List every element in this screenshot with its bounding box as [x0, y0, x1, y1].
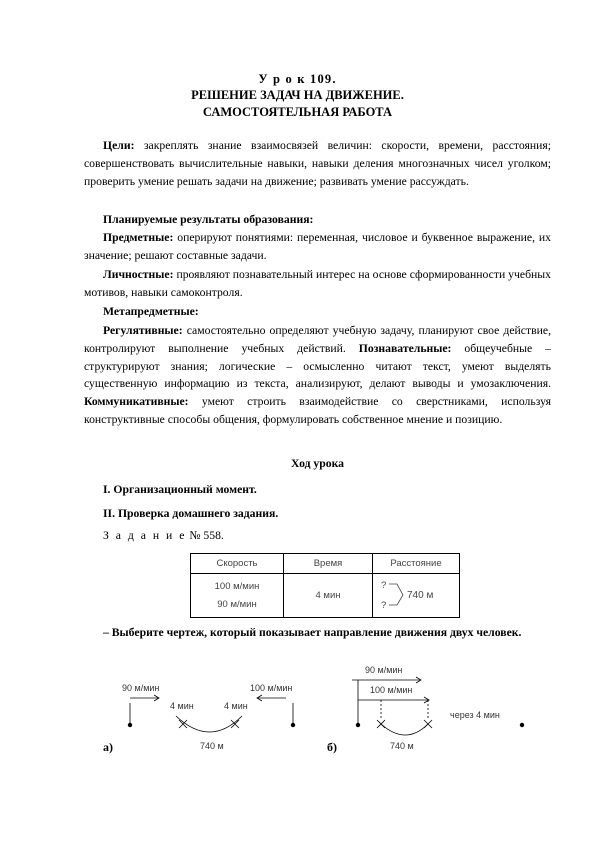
a-time-left: 4 мин: [170, 701, 194, 711]
distance-cell: [373, 574, 460, 618]
regulative-paragraph: [84, 322, 551, 429]
subject-text: оперируют понятиями: переменная, числовое и буквенное выражение, их значение; решают составные задачи.: [84, 231, 551, 262]
a-meeting-arc: [176, 716, 242, 732]
planned-heading-text: Планируемые результаты образования:: [103, 213, 314, 226]
lesson-number: У р о к 109.: [258, 72, 337, 86]
diagrams: [90, 658, 550, 768]
question-text: – Выберите чертеж, который показывает направление движения двух человек.: [103, 626, 522, 639]
a-speed-left: 90 м/мин: [122, 683, 160, 693]
subject-paragraph: [84, 229, 551, 265]
total-distance: 740 м: [407, 590, 434, 601]
goals-text: закреплять знание взаимосвязей величин: скорости, времени, расстояния; совершенствовать вычислительные навыки, навыки деления многозначных чисел уголком; проверить умение решать задачи на движение; развивать умение рассуждать.: [84, 139, 551, 188]
stage-1: I. Организационный момент.: [103, 483, 257, 496]
distance-2: ?: [381, 600, 387, 611]
stage-2: II. Проверка домашнего задания.: [103, 507, 279, 520]
communicative-text: умеют строить взаимодействие со сверстниками, используя конструктивные способы общения, формулировать собственное мнение и позицию.: [84, 395, 551, 426]
question: [84, 624, 551, 642]
b-meeting-arc: [381, 724, 428, 735]
communicative-label: Коммуникативные:: [84, 395, 189, 409]
personal-label: Личностные:: [103, 268, 174, 281]
meta-heading: [84, 303, 551, 321]
task-number: № 558.: [186, 529, 224, 542]
distance-brace-svg: [373, 574, 459, 614]
b-speed-bottom: 100 м/мин: [370, 685, 413, 695]
header-speed: Скорость: [191, 554, 284, 574]
goals-label: Цели:: [103, 139, 135, 152]
speed-2: 90 м/мин: [217, 598, 257, 610]
a-distance: 740 м: [200, 741, 224, 751]
diagram-b-label: б): [327, 740, 337, 754]
a-right-dot: [291, 723, 295, 727]
course-heading: Ход урока: [290, 457, 344, 470]
b-after: через 4 мин: [450, 710, 500, 720]
b-distance: 740 м: [390, 741, 414, 751]
a-time-right: 4 мин: [224, 701, 248, 711]
brace-icon: [389, 584, 403, 605]
b-far-dot: [520, 723, 524, 727]
task-table: [190, 553, 460, 618]
b-left-dot: [356, 723, 360, 727]
a-speed-right: 100 м/мин: [250, 683, 293, 693]
header-distance: Расстояние: [373, 554, 460, 574]
task-label: З а д а н и е: [103, 529, 187, 542]
task-line: [103, 527, 570, 545]
time-cell: 4 мин: [284, 574, 373, 618]
meta-heading-text: Метапредметные:: [103, 305, 199, 318]
lesson-subtitle: САМОСТОЯТЕЛЬНАЯ РАБОТА: [202, 105, 393, 119]
subject-label: Предметные:: [103, 231, 174, 244]
speed-cell: [191, 574, 284, 618]
regulative-label: Регулятивные:: [103, 324, 183, 337]
personal-paragraph: [84, 266, 551, 302]
goals-paragraph: [84, 137, 551, 190]
header-time: Время: [284, 554, 373, 574]
planned-heading: [84, 211, 551, 229]
b-speed-top: 90 м/мин: [365, 665, 403, 675]
distance-1: ?: [381, 580, 387, 591]
cognitive-label: Познавательные:: [358, 341, 452, 355]
lesson-topic: РЕШЕНИЕ ЗАДАЧ НА ДВИЖЕНИЕ.: [191, 88, 404, 102]
speed-1: 100 м/мин: [214, 580, 260, 592]
personal-text: проявляют познавательный интерес на основе сформированности учебных мотивов, навыки самоконтроля.: [84, 268, 551, 299]
cognitive-text: общеучебные – структурируют знания; логические – осмысленно читают текст, умеют выделять существенную информацию из текста, анализируют, делают выводы и умозаключения.: [84, 341, 551, 391]
diagram-a-label: а): [103, 740, 113, 754]
a-left-dot: [128, 723, 132, 727]
regulative-text: самостоятельно определяют учебную задачу, планируют свое действие, контролируют выполнение учебных действий.: [84, 324, 551, 355]
